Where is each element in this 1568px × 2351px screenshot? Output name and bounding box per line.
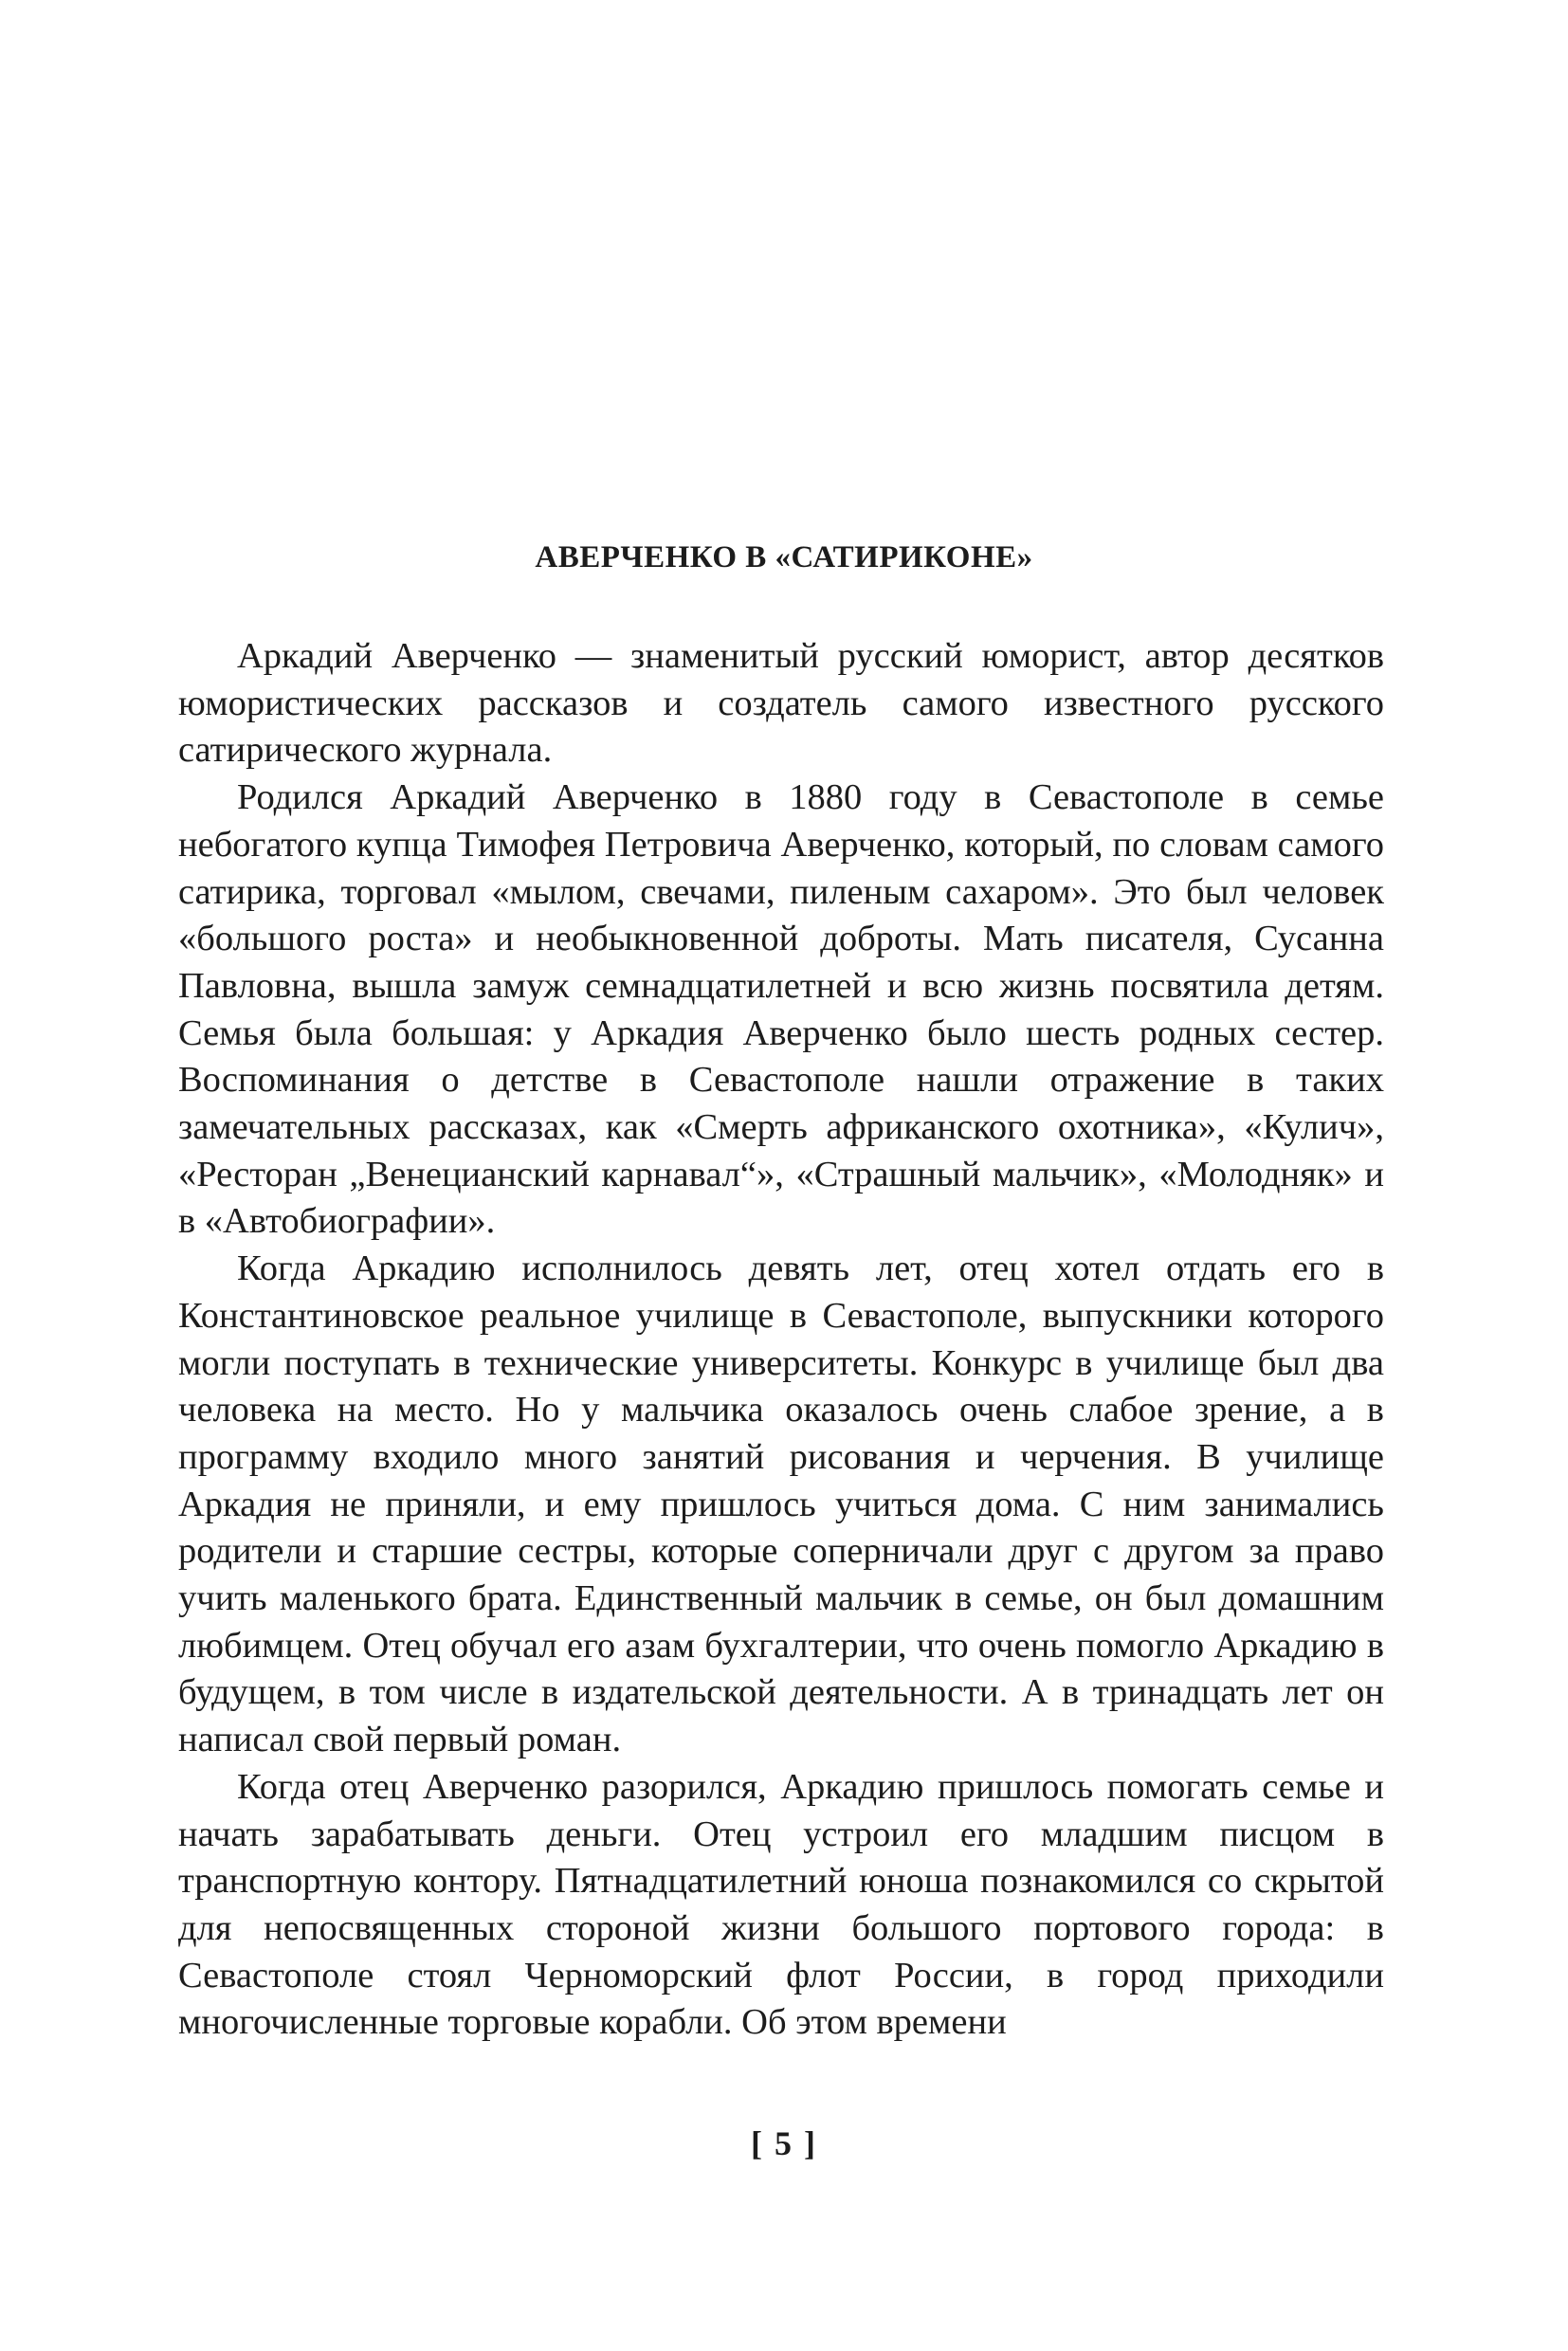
page-number: [ 5 ] — [751, 2124, 817, 2162]
paragraph-4: Когда отец Аверченко разорился, Аркадию пришлось помогать семье и начать зарабатывать деньги. Отец устроил его младшим писцом в транспортную контору. Пятнадцатилетний юноша познакомился со скрытой для непосвященных стороной жизни большого портового города: в Севастополе стоял Черноморский флот России, в город приходили многочисленные торговые корабли. Об этом времени — [178, 1766, 1384, 2043]
body-text — [178, 633, 1384, 2047]
paragraph-1: Аркадий Аверченко — знаменитый русский юморист, автор десятков юмористических рассказов и создатель самого известного русского сатирического журнала. — [178, 636, 1384, 771]
paragraph-2: Родился Аркадий Аверченко в 1880 году в Севастополе в семье небогатого купца Тимофея Петровича Аверченко, который, по словам самого сатирика, торговал «мылом, свечами, пиленым сахаром». Это был человек «большого роста» и необыкновенной доброты. Мать писателя, Сусанна Павловна, вышла замуж семнадцатилетней и всю жизнь посвятила детям. Семья была большая: у Аркадия Аверченко было шесть родных сестер. Воспоминания о детстве в Севастополе нашли отражение в таких замечательных рассказах, как «Смерть африканского охотника», «Кулич», «Ресторан „Венецианский карнавал“», «Страшный мальчик», «Молодняк» и в «Автобиографии». — [178, 777, 1384, 1242]
paragraph-3: Когда Аркадию исполнилось девять лет, отец хотел отдать его в Константиновское реальное училище в Севастополе, выпускники которого могли поступать в технические университеты. Конкурс в училище был два человека на место. Но у мальчика оказалось очень слабое зрение, а в программу входило много занятий рисования и черчения. В училище Аркадия не приняли, и ему пришлось учиться дома. С ним занимались родители и старшие сестры, которые соперничали друг с другом за право учить маленького брата. Единственный мальчик в семье, он был домашним любимцем. Отец обучал его азам бухгалтерии, что очень помогло Аркадию в будущем, в том числе в издательской деятельности. А в тринадцать лет он написал свой первый роман. — [178, 1248, 1384, 1760]
chapter-title: АВЕРЧЕНКО В «САТИРИКОНЕ» — [535, 540, 1033, 574]
